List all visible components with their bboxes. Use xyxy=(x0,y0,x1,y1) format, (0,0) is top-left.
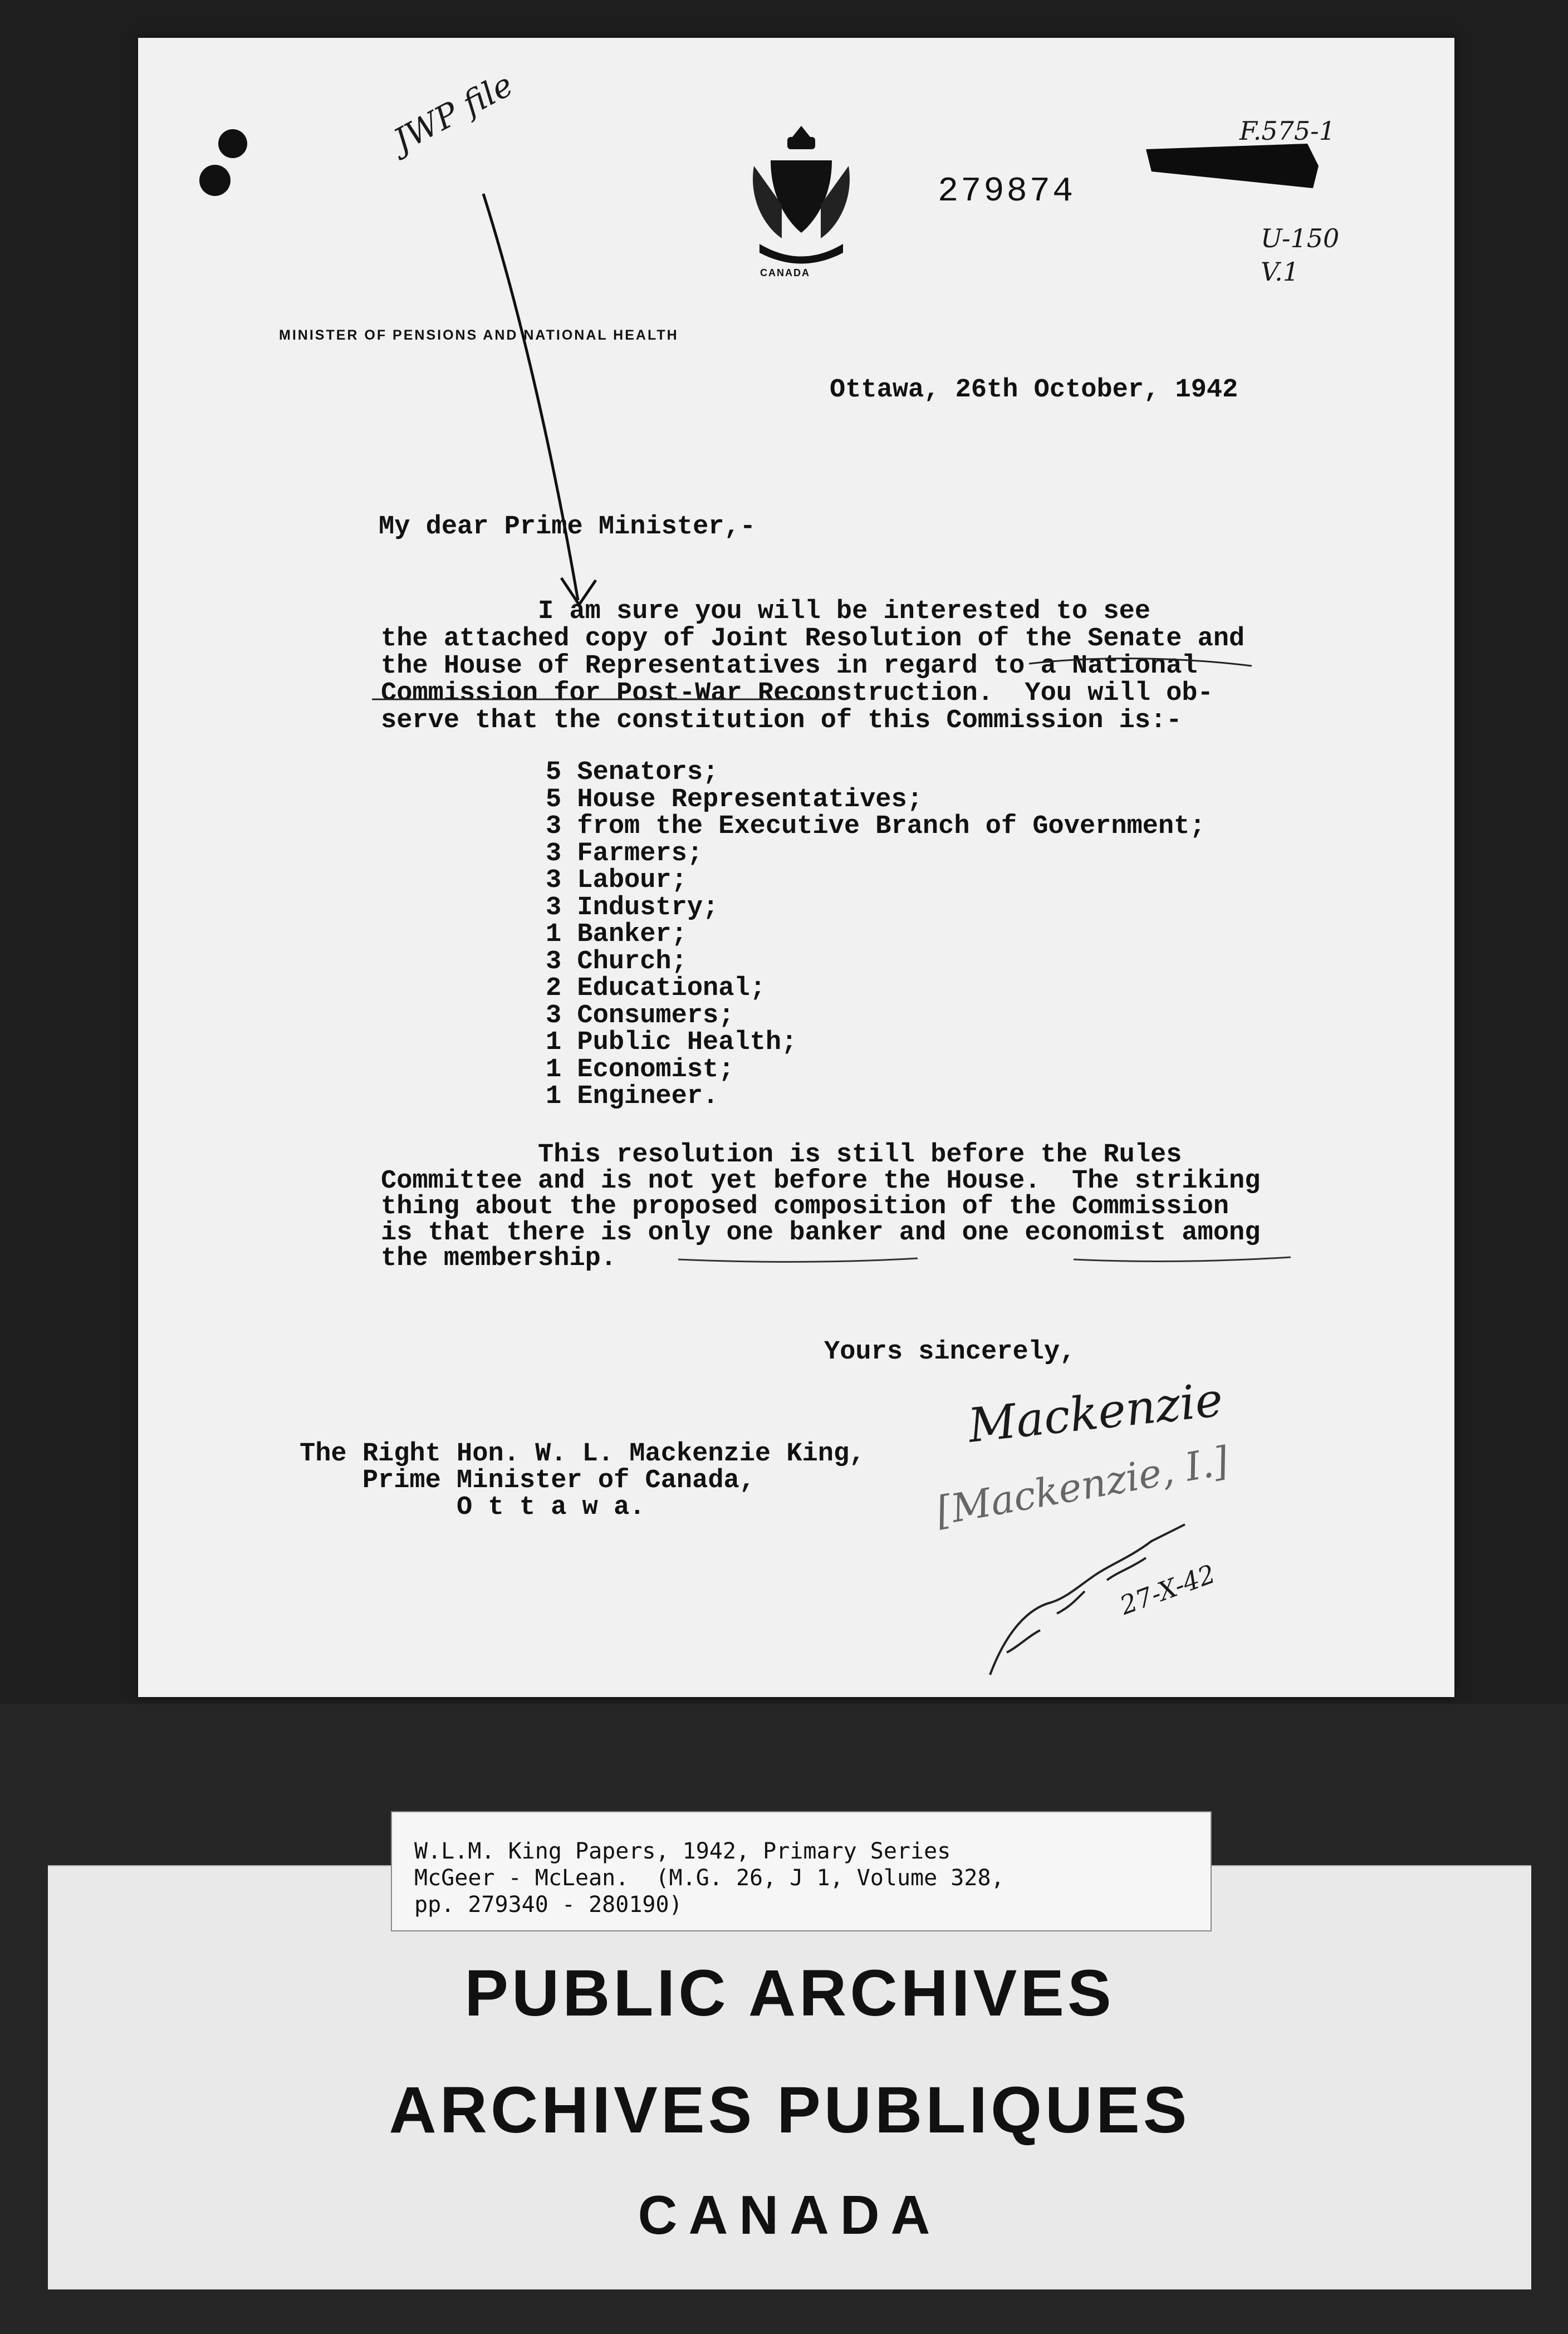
list-item: 1 Banker; xyxy=(546,920,687,949)
salutation: My dear Prime Minister,- xyxy=(379,512,756,542)
list-item: 3 from the Executive Branch of Government; xyxy=(546,812,1206,841)
list-item: 1 Public Health; xyxy=(546,1028,797,1057)
canada-coat-of-arms-icon xyxy=(748,121,854,266)
handwritten-reference: F.575-1 xyxy=(1239,116,1335,146)
paragraph-resolution-status: This resolution is still before the Rules Committee and is not yet before the House. The striking thing about the proposed composition of the Commission is that there is only one banker and one economist among the membership. xyxy=(381,1140,1261,1273)
crest-label: CANADA xyxy=(760,267,810,278)
closing: Yours sincerely, xyxy=(824,1337,1076,1367)
handwritten-file-note: JWP file xyxy=(387,65,520,160)
addressee-block: The Right Hon. W. L. Mackenzie King, Prime Minister of Canada, O t t a w a. xyxy=(300,1439,865,1522)
handwritten-underlines-2 xyxy=(673,1252,1341,1268)
list-item: 3 Labour; xyxy=(546,866,687,895)
list-item: 3 Consumers; xyxy=(546,1001,734,1031)
archive-country: CANADA xyxy=(638,2184,942,2245)
signature: Mackenzie xyxy=(966,1372,1226,1453)
handwritten-underlines-1 xyxy=(372,645,1263,712)
archive-reference-text: W.L.M. King Papers, 1942, Primary Series McGeer - McLean. (M.G. 26, J 1, Volume 328, pp. 279340 - 280190) xyxy=(414,1838,1004,1918)
paragraph-intro: I am sure you will be interested to see the attached copy of Joint Resolution of the Senate and the House of Representatives in regard to a National Commission for Post-War Reconstruction. You will ob- serve that the constitution of this Commission is:- xyxy=(381,597,1245,735)
date-line: Ottawa, 26th October, 1942 xyxy=(830,375,1238,405)
list-item: 5 House Representatives; xyxy=(546,784,923,815)
list-item: 3 Farmers; xyxy=(546,839,703,869)
handwritten-date-note: 27-X-42 xyxy=(1116,1558,1219,1621)
handwritten-arrow xyxy=(472,188,617,634)
archive-title-en: PUBLIC ARCHIVES xyxy=(464,1957,1115,2030)
list-item: 3 Industry; xyxy=(546,893,719,923)
list-item: 2 Educational; xyxy=(546,974,766,1003)
document-number: 279874 xyxy=(938,171,1076,211)
list-item: 5 Senators; xyxy=(546,758,719,787)
handwritten-signature-note: [Mackenzie, I.] xyxy=(932,1438,1232,1534)
list-item: 1 Engineer. xyxy=(546,1082,719,1111)
letterhead: MINISTER OF PENSIONS AND NATIONAL HEALTH xyxy=(279,327,679,343)
letter-sheet xyxy=(138,38,1454,1697)
list-item: 3 Church; xyxy=(546,947,687,977)
commission-list xyxy=(546,759,1206,1111)
archive-title-fr: ARCHIVES PUBLIQUES xyxy=(389,2073,1190,2147)
list-item: 1 Economist; xyxy=(546,1055,734,1085)
ink-blots xyxy=(194,121,255,199)
handwritten-volume-note: U-150 V.1 xyxy=(1261,223,1340,287)
archive-reference-label xyxy=(391,1811,1212,1931)
